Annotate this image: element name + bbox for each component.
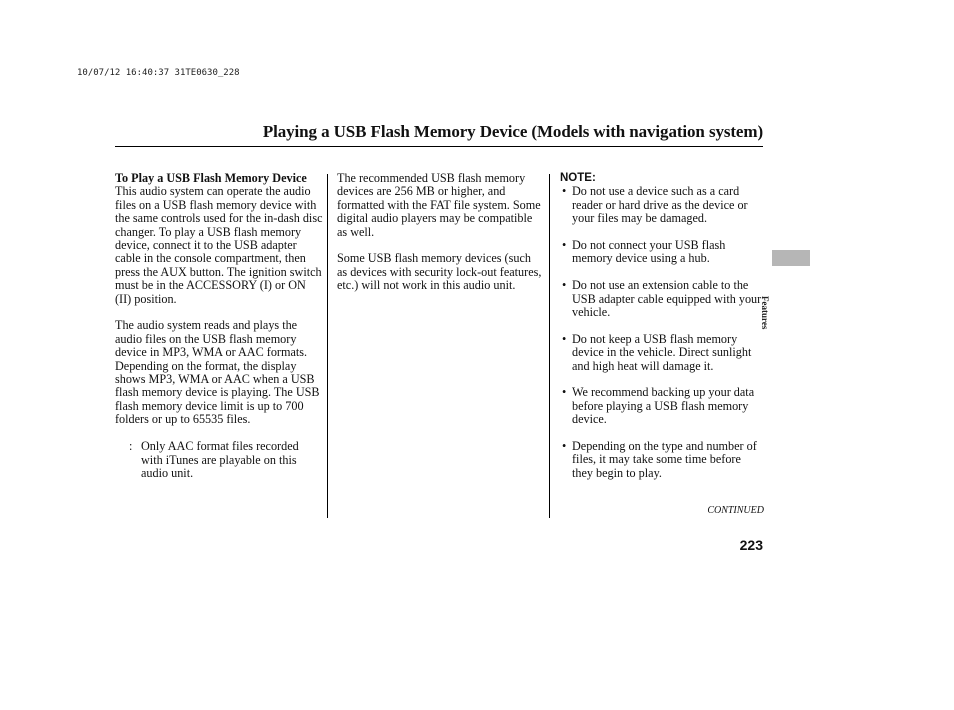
column-left — [115, 172, 323, 480]
continued-label: CONTINUED — [707, 505, 764, 516]
note-item: • Do not connect your USB flash memory device using a hub. — [560, 239, 764, 266]
column-divider-1 — [327, 174, 328, 518]
column-right — [560, 172, 764, 494]
column-divider-2 — [549, 174, 550, 518]
paragraph-operation: This audio system can operate the audio files on a USB flash memory device with the same controls used for the in-dash disc changer. To play a USB flash memory device, connect it to the USB adapter cable in the console compartment, then press the AUX button. The ignition switch must be in the ACCESSORY (I) or ON (II) position. — [115, 184, 323, 306]
footnote-text: Only AAC format files recorded with iTunes are playable on this audio unit. — [141, 439, 299, 480]
note-item: • We recommend backing up your data before playing a USB flash memory device. — [560, 386, 764, 426]
note-list — [560, 185, 764, 480]
paragraph-incompatible: Some USB flash memory devices (such as devices with security lock-out features, etc.) will not work in this audio unit. — [337, 251, 542, 293]
footnote-mark: : — [129, 439, 133, 454]
note-item: • Depending on the type and number of files, it may take some time before they begin to play. — [560, 440, 764, 480]
note-item: • Do not keep a USB flash memory device in the vehicle. Direct sunlight and high heat will damage it. — [560, 333, 764, 373]
column-middle — [337, 172, 542, 306]
footnote — [129, 440, 323, 480]
paragraph-formats: The audio system reads and plays the audio files on the USB flash memory device in MP3, WMA or AAC formats. Depending on the format, the display shows MP3, WMA or AAC when a USB flash memory device is playing. The USB flash memory device limit is up to 700 folders or up to 65535 files. — [115, 318, 320, 427]
note-item: • Do not use a device such as a card reader or hard drive as the device or your files may be damaged. — [560, 185, 764, 225]
paragraph-recommended: The recommended USB flash memory devices are 256 MB or higher, and formatted with the FAT file system. Some digital audio players may be compatible as well. — [337, 171, 541, 239]
note-label: NOTE: — [560, 172, 596, 184]
page-title: Playing a USB Flash Memory Device (Models with navigation system) — [262, 122, 763, 141]
section-heading: To Play a USB Flash Memory Device — [115, 171, 307, 185]
print-stamp: 10/07/12 16:40:37 31TE0630_228 — [77, 68, 240, 78]
section-tab-label: Features — [760, 296, 770, 330]
section-tab-marker — [772, 250, 810, 266]
title-rule — [115, 146, 763, 147]
page-number: 223 — [739, 537, 763, 553]
note-item: • Do not use an extension cable to the USB adapter cable equipped with your vehicle. — [560, 279, 764, 319]
